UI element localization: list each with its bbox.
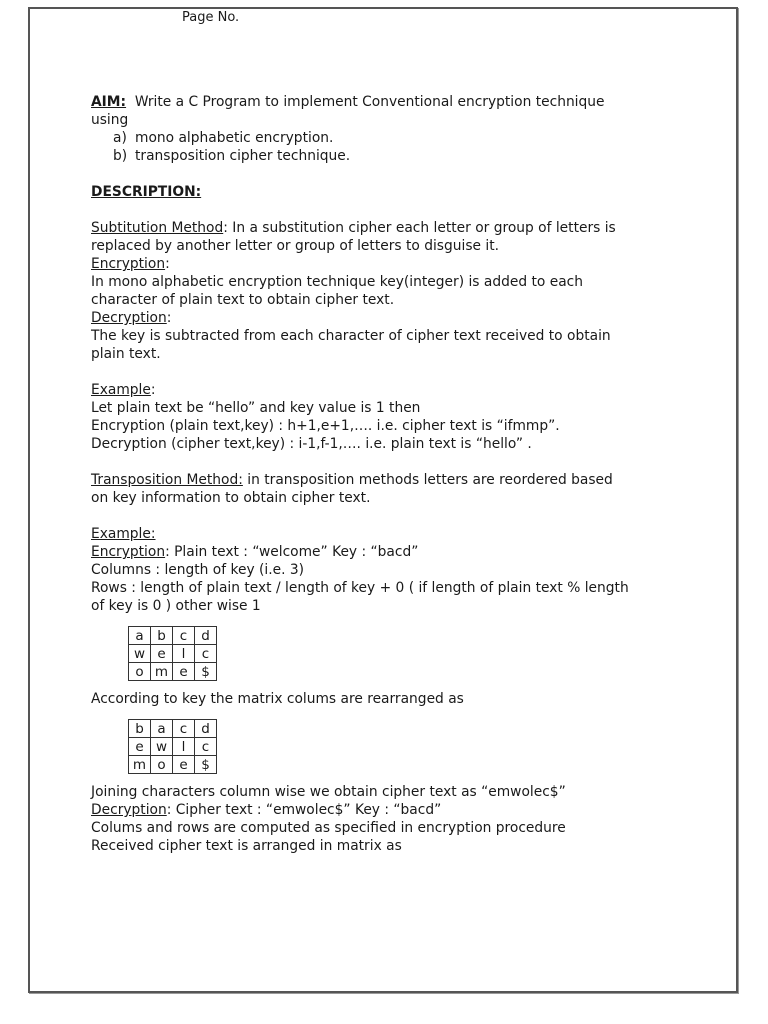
table-cell: e — [151, 645, 173, 663]
table-cell: $ — [195, 663, 217, 681]
example2-line: of key is 0 ) other wise 1 — [91, 598, 261, 614]
example2-decryption-line — [91, 801, 691, 819]
aim-label: AIM: — [91, 94, 127, 110]
example2-encryption-line — [91, 543, 691, 561]
encryption-text: In mono alphabetic encryption technique key(integer) is added to each — [91, 274, 583, 290]
document-page — [28, 7, 738, 993]
transposition-text-continued: on key information to obtain cipher text. — [91, 490, 371, 506]
decryption-label: Decryption — [91, 310, 167, 326]
table-cell: b — [129, 720, 151, 738]
table-cell: $ — [195, 756, 217, 774]
table-row — [129, 663, 217, 681]
table-cell: c — [173, 627, 195, 645]
key-matrix-table — [128, 626, 217, 681]
table-cell: a — [151, 720, 173, 738]
substitution-text-continued: replaced by another letter or group of letters to disguise it. — [91, 238, 500, 254]
transposition-label: Transposition Method: — [91, 472, 243, 488]
final-line: Colums and rows are computed as specified in encryption procedure — [91, 820, 566, 836]
table-row — [129, 738, 217, 756]
aim-list-item — [91, 147, 691, 165]
example2-decryption-label: Decryption — [91, 802, 167, 818]
table-cell: e — [129, 738, 151, 756]
substitution-line — [91, 219, 691, 237]
substitution-label: Subtitution Method — [91, 220, 224, 236]
decryption-text: The key is subtracted from each character of cipher text received to obtain — [91, 328, 611, 344]
example2-decryption-text: : Cipher text : “emwolec$” Key : “bacd” — [166, 802, 442, 818]
aim-line — [91, 93, 691, 111]
table-row — [129, 756, 217, 774]
example-label: Example — [91, 382, 151, 398]
rearranged-text: According to key the matrix colums are rearranged as — [91, 691, 464, 707]
table-cell: e — [173, 663, 195, 681]
table-row — [129, 720, 217, 738]
example-line: Decryption (cipher text,key) : i-1,f-1,…. i.e. plain text is “hello” . — [91, 436, 532, 452]
table-cell: c — [195, 645, 217, 663]
table-cell: d — [195, 720, 217, 738]
table-cell: l — [173, 738, 195, 756]
example-heading — [91, 381, 691, 399]
example2-line: Columns : length of key (i.e. 3) — [91, 562, 305, 578]
table-cell: l — [173, 645, 195, 663]
table-cell: o — [151, 756, 173, 774]
example-line: Encryption (plain text,key) : h+1,e+1,…. i.e. cipher text is “ifmmp”. — [91, 418, 560, 434]
aim-text-continued: using — [91, 112, 129, 128]
list-marker: b) — [113, 148, 128, 164]
table-cell: a — [129, 627, 151, 645]
joining-text: Joining characters column wise we obtain cipher text as “emwolec$” — [91, 784, 566, 800]
list-item-text: mono alphabetic encryption. — [135, 130, 334, 146]
example2-encryption-text: : Plain text : “welcome” Key : “bacd” — [165, 544, 419, 560]
table-cell: e — [173, 756, 195, 774]
document-content — [91, 93, 691, 855]
encryption-label: Encryption — [91, 256, 166, 272]
example2-line: Rows : length of plain text / length of key + 0 ( if length of plain text % length — [91, 580, 629, 596]
table-cell: w — [129, 645, 151, 663]
table-cell: m — [129, 756, 151, 774]
encryption-heading — [91, 255, 691, 273]
table-cell: w — [151, 738, 173, 756]
list-item-text: transposition cipher technique. — [135, 148, 351, 164]
table-row — [129, 645, 217, 663]
encryption-colon: : — [165, 256, 170, 272]
transposition-line — [91, 471, 691, 489]
aim-list-item — [91, 129, 691, 147]
description-heading: DESCRIPTION: — [91, 184, 202, 200]
decryption-heading — [91, 309, 691, 327]
list-marker: a) — [113, 130, 127, 146]
transposition-text: in transposition methods letters are reordered based — [242, 472, 613, 488]
decryption-colon: : — [166, 310, 172, 326]
example-line: Let plain text be “hello” and key value is 1 then — [91, 400, 421, 416]
table-cell: b — [151, 627, 173, 645]
table-cell: d — [195, 627, 217, 645]
table-row — [129, 627, 217, 645]
table-cell: m — [151, 663, 173, 681]
table-cell: c — [195, 738, 217, 756]
example2-label: Example: — [91, 526, 156, 542]
example2-encryption-label: Encryption — [91, 544, 166, 560]
substitution-text: : In a substitution cipher each letter or group of letters is — [223, 220, 616, 236]
aim-text: Write a C Program to implement Conventional encryption technique — [134, 94, 605, 110]
table-cell: c — [173, 720, 195, 738]
final-line: Received cipher text is arranged in matrix as — [91, 838, 402, 854]
example-colon: : — [150, 382, 156, 398]
rearranged-matrix-table — [128, 719, 217, 774]
page-number-label: Page No. — [182, 10, 240, 25]
decryption-text-continued: plain text. — [91, 346, 161, 362]
table-cell: o — [129, 663, 151, 681]
encryption-text-continued: character of plain text to obtain cipher text. — [91, 292, 395, 308]
